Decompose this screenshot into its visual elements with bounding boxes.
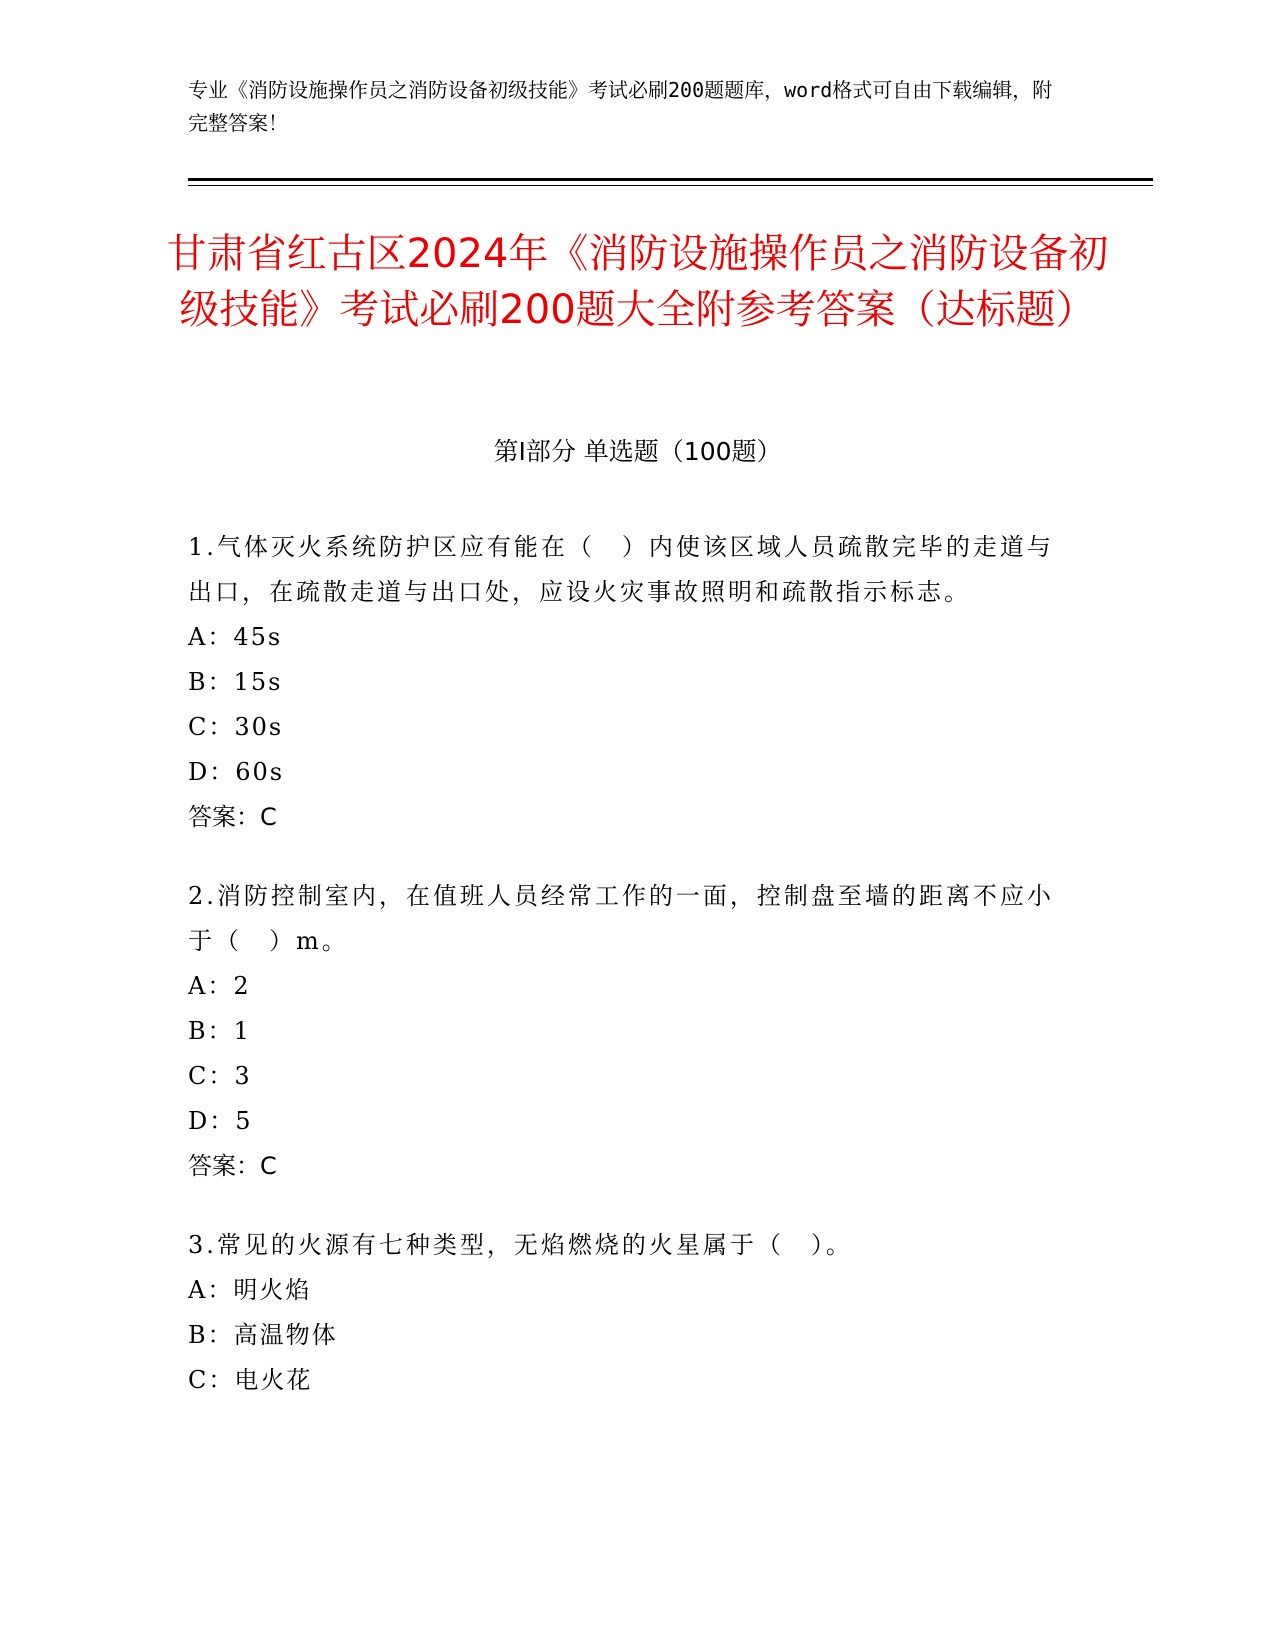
question-stem: 2.消防控制室内，在值班人员经常工作的一面，控制盘至墙的距离不应小于（ ）m。 bbox=[188, 882, 1054, 955]
header-rule-thin bbox=[188, 185, 1153, 186]
question-list bbox=[188, 525, 1068, 1437]
option-c: C：3 bbox=[188, 1062, 252, 1090]
option-b: B：1 bbox=[188, 1017, 251, 1045]
option-d: D：5 bbox=[188, 1107, 253, 1135]
question-2 bbox=[188, 874, 1068, 1189]
option-a: A：45s bbox=[188, 623, 283, 651]
header-rule-thick bbox=[188, 178, 1153, 181]
option-c: C：30s bbox=[188, 713, 284, 741]
option-b: B：15s bbox=[188, 668, 283, 696]
answer: 答案：C bbox=[188, 1152, 277, 1180]
option-d: D：60s bbox=[188, 758, 285, 786]
document-title: 甘肃省红古区2024年《消防设施操作员之消防设备初级技能》考试必刷200题大全附参考答案（达标题） bbox=[166, 231, 1109, 333]
answer: 答案：C bbox=[188, 803, 277, 831]
section-title: 第Ⅰ部分 单选题（100题） bbox=[493, 437, 782, 466]
question-1 bbox=[188, 525, 1068, 840]
question-3 bbox=[188, 1223, 1068, 1403]
question-stem: 3.常见的火源有七种类型，无焰燃烧的火星属于（ ）。 bbox=[188, 1231, 853, 1259]
option-a: A：2 bbox=[188, 972, 251, 1000]
header-note: 专业《消防设施操作员之消防设备初级技能》考试必刷200题题库，word格式可自由下载编辑，附完整答案！ bbox=[188, 78, 1053, 135]
option-a: A：明火焰 bbox=[188, 1276, 312, 1304]
option-c: C：电火花 bbox=[188, 1366, 313, 1394]
option-b: B：高温物体 bbox=[188, 1321, 338, 1349]
question-stem: 1.气体灭火系统防护区应有能在（ ）内使该区域人员疏散完毕的走道与出口，在疏散走道与出口处，应设火灾事故照明和疏散指示标志。 bbox=[188, 533, 1054, 606]
